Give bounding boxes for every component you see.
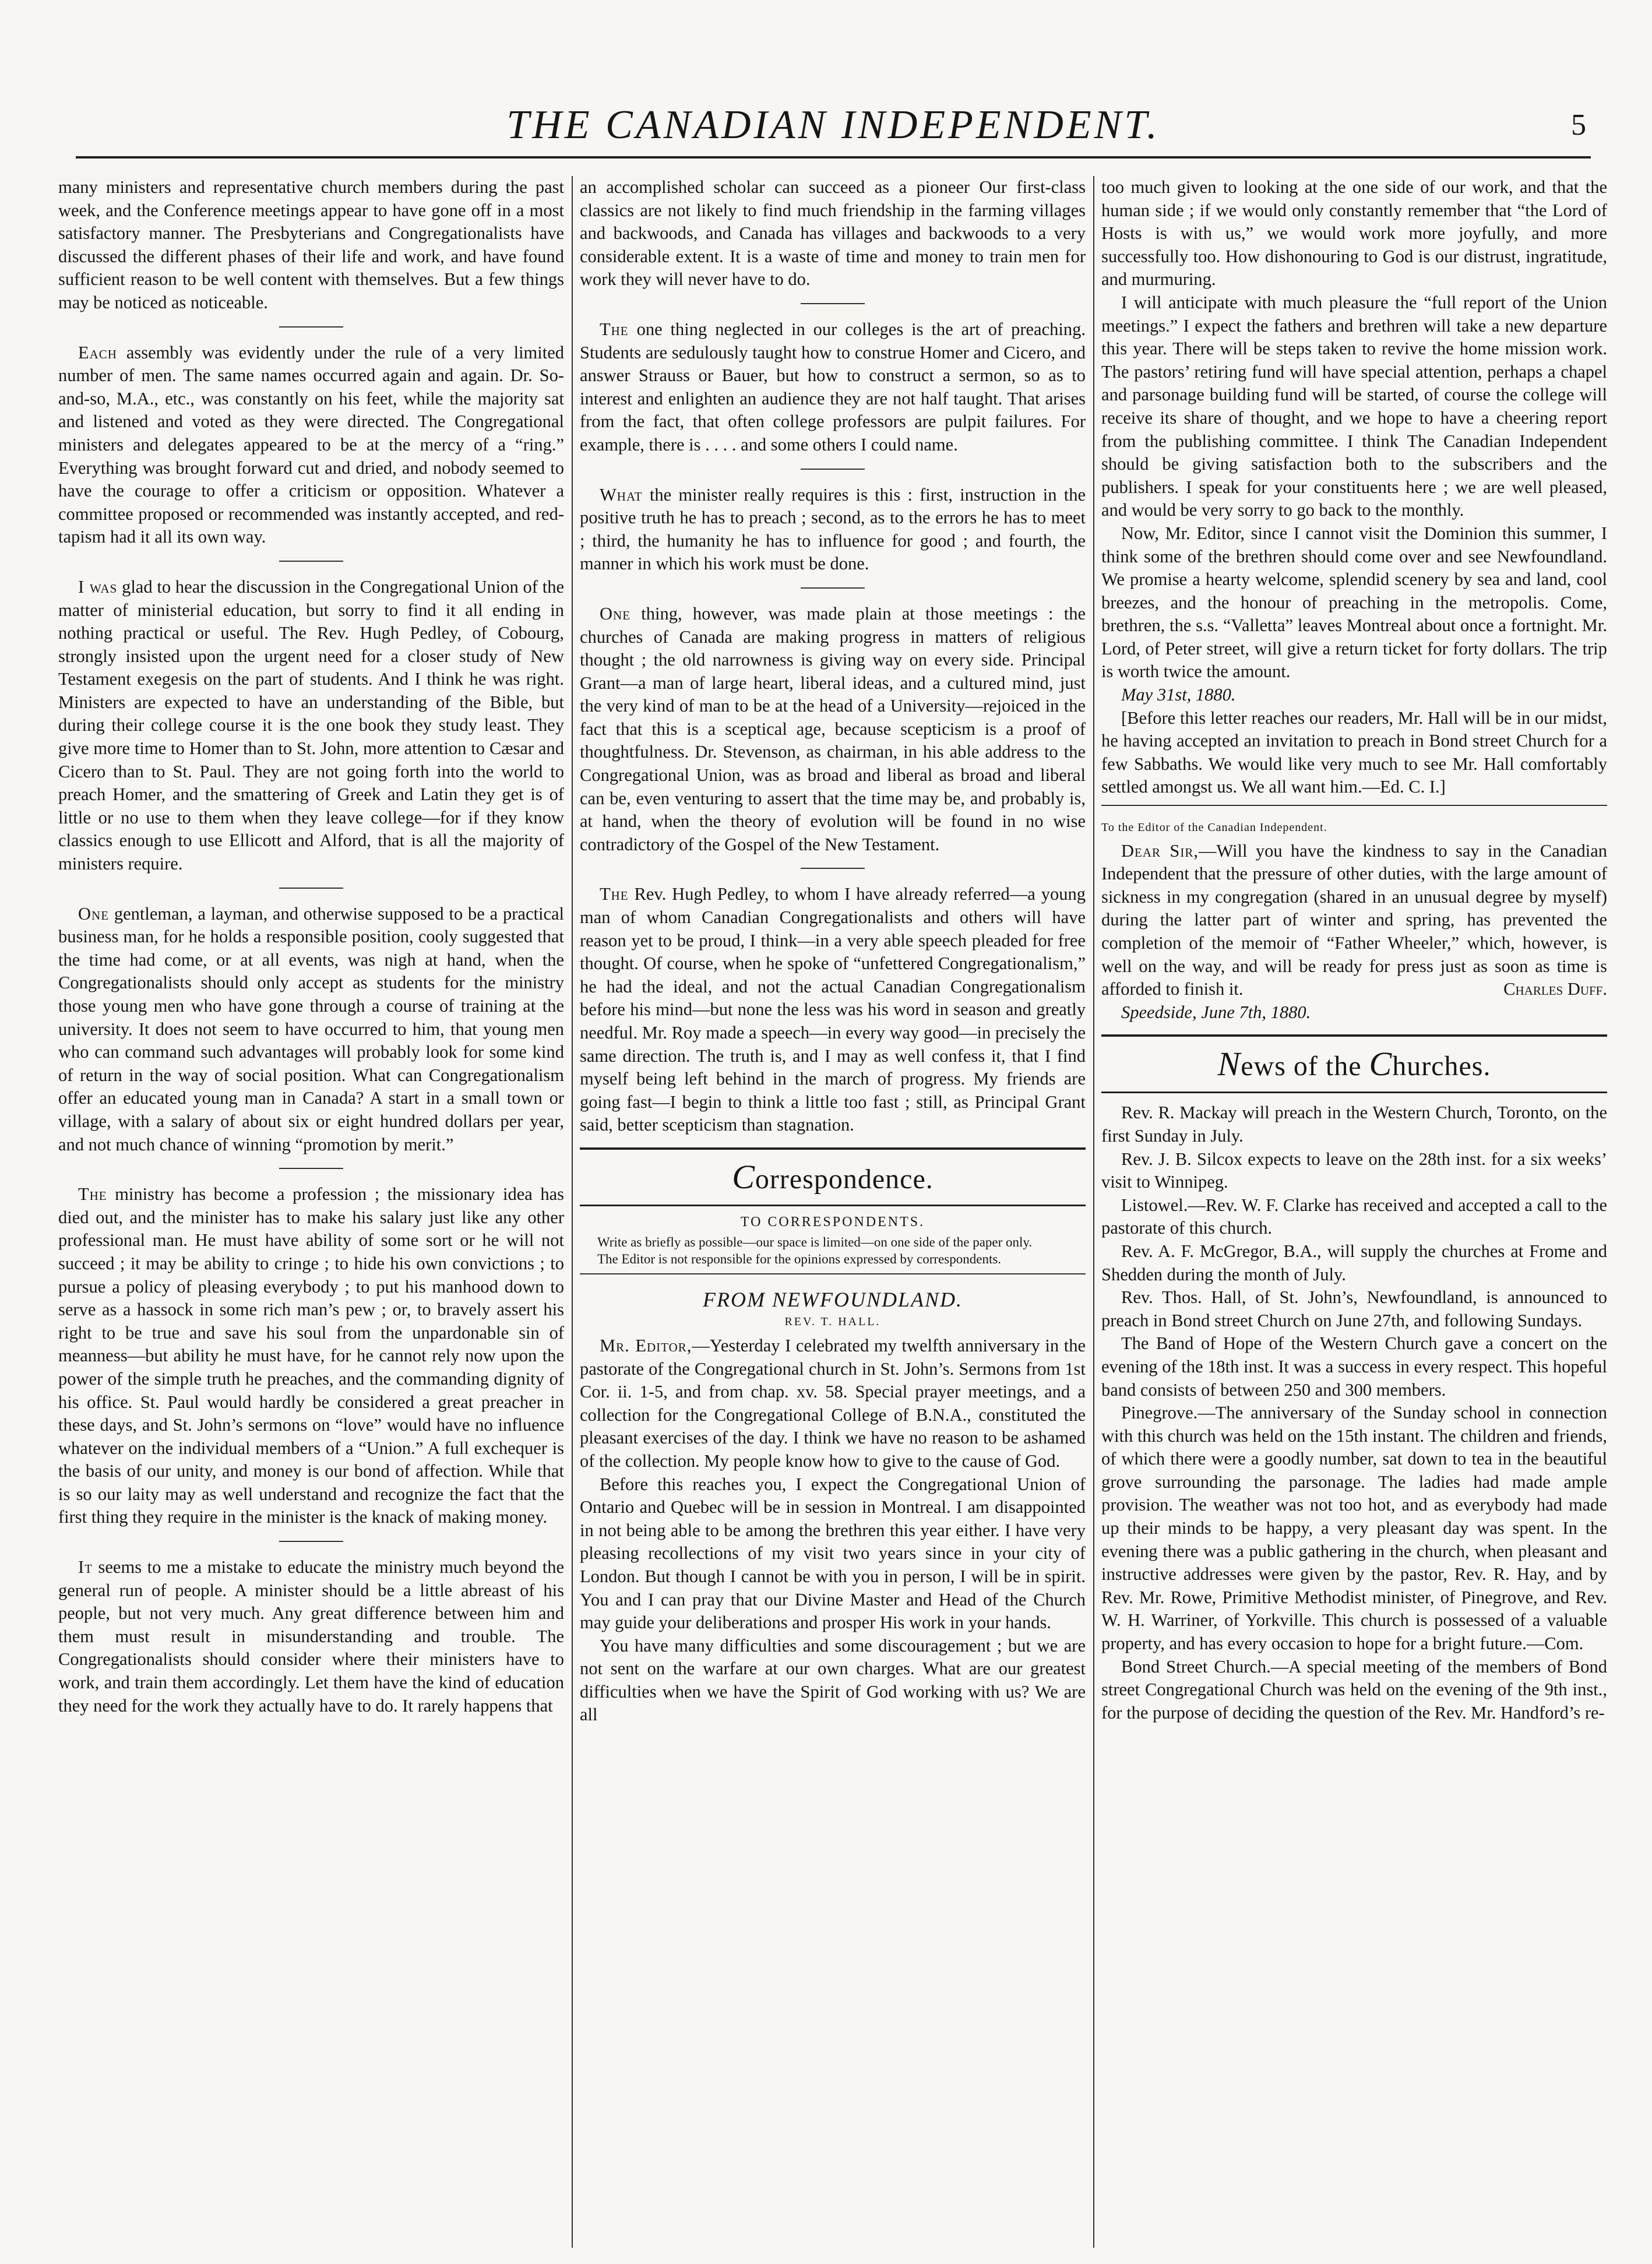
heading-initial: C — [732, 1157, 755, 1196]
news-item: Bond Street Church.—A special meeting of the members of Bond street Congregational Church was held on the evening of the 9th inst., for the purpose of deciding the question of the Rev. Mr. Handford’s re- — [1101, 1656, 1607, 1723]
page-number: 5 — [1571, 108, 1586, 142]
letter-date: May 31st, 1880. — [1121, 685, 1236, 705]
column-1 — [58, 176, 564, 2251]
separator-rule — [801, 868, 865, 869]
separator-rule — [801, 303, 865, 304]
separator-rule — [279, 888, 343, 889]
news-item: The Band of Hope of the Western Church gave a concert on the evening of the 18th inst. It was a success in every respect. This hopeful band consists of between 250 and 300 members. — [1101, 1333, 1607, 1400]
lead-word: Dear Sir, — [1121, 840, 1199, 861]
paragraph-text: gentleman, a layman, and otherwise supposed to be a practical business man, for he holds a responsible position, cooly suggested that the time had come, or at all events, was nigh at hand, when the Congregationalists should only accept as students for the ministry those young men who have gone through a course of training at the university. It does not seem to have occurred to him, that young men who can command such advantages will probably look for some kind of return in the way of social position. What can Congregationalism offer an educated young man in Canada? A start in a small town or village, with a salary of about six or eight hundred dollars per year, and not much chance of winning “promotion by merit.” — [58, 903, 564, 1154]
lead-word: It — [78, 1557, 93, 1578]
paragraph — [58, 341, 564, 549]
editorial-note: Write as briefly as possible—our space is limited—on one side of the paper only. — [597, 1234, 1033, 1249]
news-item: Rev. Thos. Hall, of St. John’s, Newfoundland, is announced to preach in Bond street Church on June 27th, and following Sundays. — [1101, 1287, 1607, 1330]
paragraph: many ministers and representative church members during the past week, and the Conference meetings appear to have gone off in a most satisfactory manner. The Presbyterians and Congregationalists have discussed the different phases of their life and work, and have found sufficient reason to be well content with themselves. But a few things may be noticed as noticeable. — [58, 177, 564, 312]
heading-text: hurches. — [1392, 1051, 1491, 1082]
paragraph-text: Rev. Hugh Pedley, to whom I have already referred—a young man of whom Canadian Congregationalists and others will have reason yet to be proud, I think—in a very able speech pleaded for free thought. Of course, when he spoke of “unfettered Congregationalism,” he had the ideal, and not the actual Canadian Congregationalism before his mind—but none the less was his word in season and greatly needful. Mr. Roy made a speech—in every way good—in precisely the same direction. The truth is, and I may as well confess it, that I find myself being left behind in the march of progress. My friends are going fast—I begin to think a little too fast ; still, as Principal Grant said, better scepticism than stagnation. — [580, 884, 1086, 1135]
paragraph — [58, 1183, 564, 1529]
separator-rule — [279, 326, 343, 328]
letter-signature: Charles Duff. — [1503, 979, 1607, 999]
masthead-rule — [76, 156, 1591, 159]
lead-word: The — [600, 884, 629, 904]
separator-rule — [801, 587, 865, 589]
lead-word: Each — [78, 342, 117, 362]
separator-rule — [279, 1168, 343, 1169]
masthead — [76, 99, 1591, 157]
paragraph-text: thing, however, was made plain at those meetings : the churches of Canada are making progress in matters of religious thought ; the old narrowness is giving way on every side. Principal Grant—a man of large heart, liberal ideas, and a cultured mind, just the very kind of man to be at the head of a University—rejoiced in the fact that this is a sceptical age, because scepticism is a proof of thoughtfulness. Dr. Stevenson, as chairman, in his able address to the Congregational Union, was as broad and liberal as broad and liberal can be, even venturing to assert that the time may be, and probably is, at hand, when the theory of evolution will be found in no wise contradictory of the Gospel of the New Testament. — [580, 603, 1086, 854]
lead-word: The — [78, 1184, 107, 1205]
paragraph — [580, 883, 1086, 1137]
column-divider — [572, 176, 573, 2248]
news-of-the-churches-heading — [1101, 1034, 1607, 1093]
to-correspondents-heading: TO CORRESPONDENTS. — [740, 1214, 925, 1230]
paragraph: an accomplished scholar can succeed as a pioneer Our first-class classics are not likely to find much friendship in the farming villages and backwoods, and Canada has villages and backwoods to a very considerable extent. It is a waste of time and money to train men for work they will never have to do. — [580, 177, 1086, 290]
editorial-note: The Editor is not responsible for the opinions expressed by correspondents. — [597, 1251, 1002, 1266]
news-item: Rev. R. Mackay will preach in the Western Church, Toronto, on the first Sunday in July. — [1101, 1103, 1607, 1146]
separator-rule — [279, 1541, 343, 1542]
paragraph-text: seems to me a mistake to educate the ministry much beyond the general run of people. A minister should be a little abreast of his people, but not very much. Any great difference between him and them must result in misunderstanding and trouble. The Congregationalists should consider where their ministers have to work, and train them accordingly. Let them have the kind of education they need for the work they actually have to do. It rarely happens that — [58, 1557, 564, 1716]
separator-rule — [580, 1273, 1086, 1274]
lead-word: The — [600, 319, 629, 339]
correspondence-heading — [580, 1147, 1086, 1206]
letter-address: To the Editor of the Canadian Independent. — [1101, 821, 1327, 835]
page-title: THE CANADIAN INDEPENDENT. — [506, 103, 1160, 147]
letter-date: Speedside, June 7th, 1880. — [1121, 1002, 1311, 1022]
lead-word: I was — [78, 576, 118, 597]
separator-rule — [1101, 805, 1607, 806]
paragraph — [58, 576, 564, 876]
paragraph: Now, Mr. Editor, since I cannot visit the Dominion this summer, I think some of the brethren should come over and see Newfoundland. We promise a hearty welcome, splendid scenery by sea and land, cool breezes, and the honour of preaching in the metropolis. Come, brethren, the s.s. “Valletta” leaves Montreal about once a fortnight. Mr. Lord, of Peter street, will give a return ticket for forty dollars. The trip is worth twice the amount. — [1101, 523, 1607, 682]
news-item: Listowel.—Rev. W. F. Clarke has received and accepted a call to the pastorate of this church. — [1101, 1195, 1607, 1238]
paragraph-text: glad to hear the discussion in the Congregational Union of the matter of ministerial education, but sorry to find it all ending in nothing practical or useful. The Rev. Hugh Pedley, of Cobourg, strongly insisted upon the urgent need for a closer study of New Testament exegesis on the part of students. And I think he was right. Ministers are expected to have an understanding of the Bible, but during their college course it is the one book they study least. They give more time to Homer than to St. John, more attention to Cæsar and Cicero than to St. Paul. They are not going forth into the world to preach Homer, and the smattering of Greek and Latin they get is of little or no use to them when they leave college—for if they know classics enough to use Ellicott and Alford, that is all the majority of ministers require. — [58, 576, 564, 874]
paragraph: I will anticipate with much pleasure the “full report of the Union meetings.” I expect the fathers and brethren will take a new departure this year. There will be steps taken to revive the home mission work. The pastors’ retiring fund will have special attention, perhaps a chapel and parsonage building fund will be started, of course the college will receive its share of thought, and we hope to have a cheering report from the publishing committee. I think The Canadian Independent should be giving satisfaction both to the subscribers and the publishers. I speak for your constituents here ; we are well pleased, and would be very sorry to go back to the monthly. — [1101, 292, 1607, 520]
paragraph — [58, 1556, 564, 1717]
paragraph: Before this reaches you, I expect the Congregational Union of Ontario and Quebec will be in session in Montreal. I am disappointed in not being able to be among the brethren this year either. I have very pleasing recollections of my visit two years since in your city of London. But though I cannot be with you in person, I will be in spirit. You and I can pray that our Divine Master and Head of the Church may guide your deliberations and prosper His work in your hands. — [580, 1474, 1086, 1633]
paragraph — [580, 318, 1086, 457]
paragraph-text: —Will you have the kindness to say in the Canadian Independent that the pressure of other duties, with the large amount of sickness in my congregation (shared in an unusual degree by myself) during the latter part of winter and spring, has prevented the completion of the memoir of “Father Wheeler,” which, however, is well on the way, and will be ready for press just as soon as time is afforded to finish it. — [1101, 840, 1607, 999]
paragraph — [580, 1335, 1086, 1473]
article-byline: REV. T. HALL. — [784, 1315, 881, 1328]
paragraph-text: the minister really requires is this : first, instruction in the positive truth he has to preach ; second, as to the errors he has to meet ; third, the humanity he has to influence for good ; and fourth, the manner in which his work must be done. — [580, 484, 1086, 574]
paragraph — [1101, 840, 1607, 1001]
heading-initial: N — [1217, 1045, 1241, 1083]
paragraph: too much given to looking at the one side of our work, and that the human side ; if we would only constantly remember that “the Lord of Hosts is with us,” we would work more joyfully, and more successfully too. How dishonouring to God is our distrust, ingratitude, and murmuring. — [1101, 177, 1607, 290]
column-3 — [1101, 176, 1607, 2251]
lead-word: Mr. Editor, — [600, 1335, 692, 1355]
news-item: Rev. J. B. Silcox expects to leave on the 28th inst. for a six weeks’ visit to Winnipeg. — [1101, 1149, 1607, 1192]
heading-text: ews of the — [1241, 1051, 1369, 1082]
paragraph: You have many difficulties and some discouragement ; but we are not sent on the warfare at our own charges. What are our greatest difficulties when we have the Spirit of God working with us? We are all — [580, 1635, 1086, 1725]
lead-word: One — [600, 603, 631, 624]
news-item: Rev. A. F. McGregor, B.A., will supply the churches at Frome and Shedden during the month of July. — [1101, 1241, 1607, 1284]
column-2 — [580, 176, 1086, 2251]
paragraph-text: one thing neglected in our colleges is the art of preaching. Students are sedulously taught how to construe Homer and Cicero, and answer Strauss or Bauer, but how to construct a sermon, so as to interest and enlighten an audience they are not half taught. That arises from the fact, that often college professors are pulpit failures. For example, there is . . . . and some others I could name. — [580, 319, 1086, 455]
lead-word: What — [600, 484, 643, 505]
paragraph — [58, 903, 564, 1157]
paragraph-text: ministry has become a profession ; the missionary idea has died out, and the minister has to make his salary just like any other professional man. He must have ability of some sort or he will not succeed ; it may be ability to cringe ; to hide his own convictions ; to pursue a policy of pleasing everybody ; to put his manhood down to serve as a hassock in some rich man’s pew ; or, to bravely assert his right to be true and save his soul from the unpardonable sin of meanness—but ability he must have, for he cannot rely now upon the power of the simple truth he preaches, and the commanding dignity of his office. St. Paul would hardly be considered a great preacher in these days, and St. John’s sermons on “love” would have no influence whatever on the individual members of a “Union.” A full exchequer is the basis of our unity, and money is our bond of affection. While that is so our laity may as well understand and recognize the fact that the first thing they require in the minister is the knack of making money. — [58, 1184, 564, 1527]
article-title: FROM NEWFOUNDLAND. — [703, 1287, 963, 1311]
column-divider — [1093, 176, 1094, 2248]
heading-initial: C — [1369, 1045, 1393, 1083]
editor-note: [Before this letter reaches our readers, Mr. Hall will be in our midst, he having accepted an invitation to preach in Bond street Church for a few Sabbaths. We would like very much to see Mr. Hall comfortably settled amongst us. We all want him.—Ed. C. I.] — [1101, 707, 1607, 797]
lead-word: One — [78, 903, 110, 924]
news-item: Pinegrove.—The anniversary of the Sunday school in connection with this church was held on the 15th instant. The children and friends, of which there were a goodly number, sat down to tea in the beautiful grove surrounding the parsonage. The ladies had made ample provision. The weather was not too hot, and as everybody had made up their minds to be happy, a very pleasant day was spent. In the evening there was a public gathering in the church, when pleasant and instructive addresses were given by the pastor, Rev. R. Hay, and by Rev. Mr. Rowe, Primitive Methodist minister, of Pinegrove, and Rev. W. H. Warriner, of Yorkville. This church is possessed of a valuable property, and has every occasion to hope for a bright future.—Com. — [1101, 1403, 1607, 1654]
separator-rule — [801, 469, 865, 470]
paragraph — [580, 603, 1086, 857]
paragraph-text: assembly was evidently under the rule of a very limited number of men. The same names occurred again and again. Dr. So-and-so, M.A., etc., was constantly on his feet, while the majority sat and listened and voted as they were directed. The Congregational ministers and delegates appeared to be at the mercy of a “ring.” Everything was brought forward cut and dried, and nobody seemed to have the courage to offer a criticism or opposition. Whatever a committee proposed or recommended was instantly accepted, and red-tapism had it all its own way. — [58, 342, 564, 547]
heading-text: orrespondence. — [755, 1163, 934, 1195]
separator-rule — [279, 561, 343, 562]
paragraph-text: —Yesterday I celebrated my twelfth anniversary in the pastorate of the Congregational church in St. John’s. Sermons from 1st Cor. ii. 1-5, and from chap. xv. 58. Special prayer meetings, and a collection for the Congregational College of B.N.A., constituted the pleasant exercises of the day. I think we have no reason to be ashamed of the collection. My people know how to give to the cause of God. — [580, 1335, 1086, 1471]
paragraph — [580, 484, 1086, 576]
